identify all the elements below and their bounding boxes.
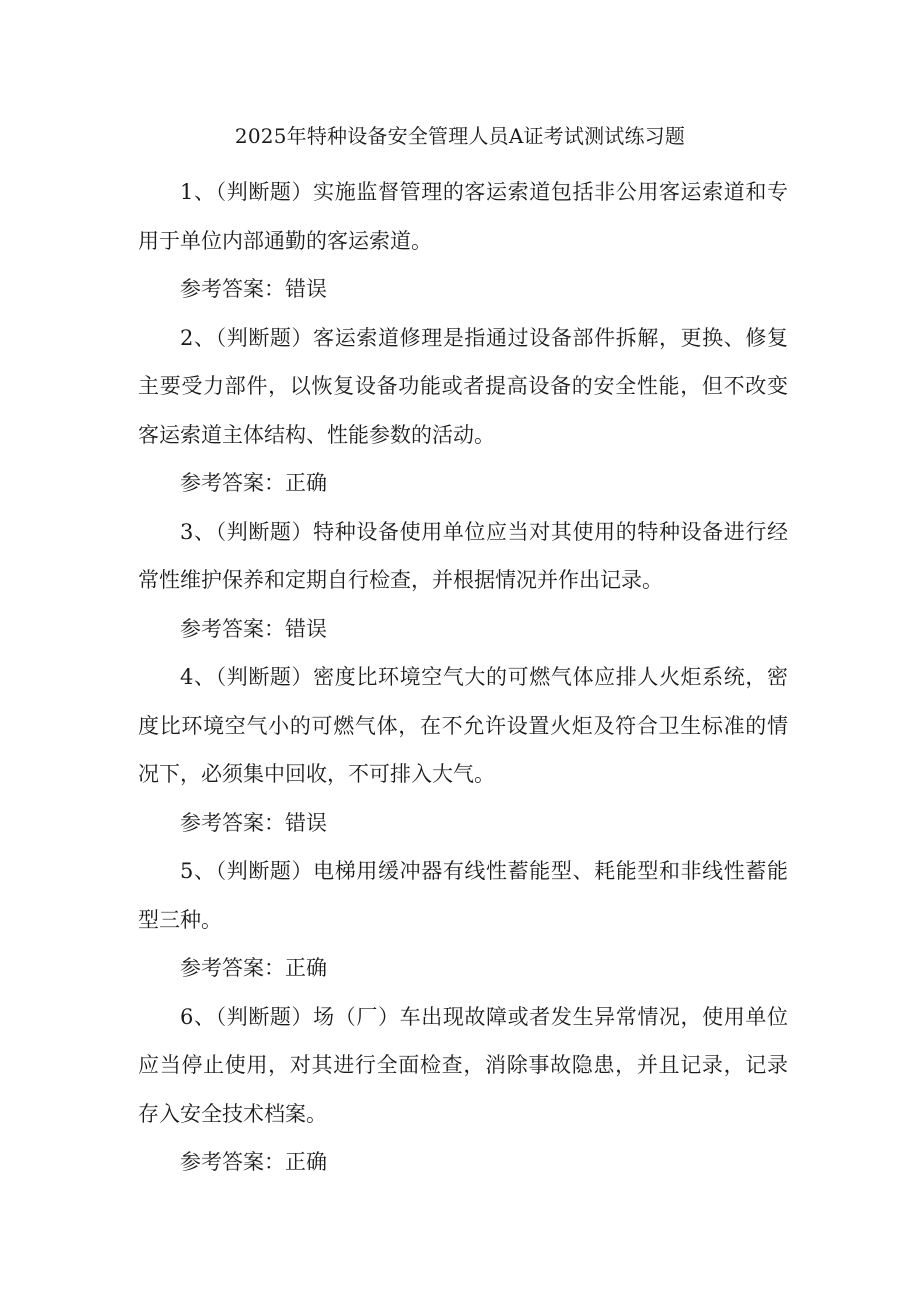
answer-value: 错误 bbox=[285, 810, 327, 835]
question-item bbox=[138, 508, 788, 605]
answer-label: 参考答案： bbox=[180, 616, 285, 641]
question-list bbox=[138, 168, 788, 1187]
question-item bbox=[138, 168, 788, 265]
question-text: 密度比环境空气大的可燃气体应排人火炬系统，密度比环境空气小的可燃气体，在不允许设置火炬及符合卫生标准的情况下，必须集中回收，不可排入大气。 bbox=[138, 665, 788, 786]
answer-line bbox=[138, 1138, 788, 1187]
question-type: （判断题） bbox=[215, 519, 314, 544]
question-number: 4、 bbox=[180, 665, 216, 689]
question-item bbox=[138, 847, 788, 944]
answer-line bbox=[138, 265, 788, 314]
question-text: 场（厂）车出现故障或者发生异常情况，使用单位应当停止使用，对其进行全面检查，消除事故隐患，并且记录，记录存入安全技术档案。 bbox=[138, 1004, 788, 1126]
question-number: 3、 bbox=[180, 519, 216, 544]
question-text: 客运索道修理是指通过设备部件拆解，更换、修复主要受力部件，以恢复设备功能或者提高设备的安全性能，但不改变客运索道主体结构、性能参数的活动。 bbox=[138, 325, 788, 447]
answer-label: 参考答案： bbox=[180, 956, 285, 980]
answer-line bbox=[138, 944, 788, 993]
question-type: （判断题） bbox=[215, 180, 314, 204]
question-text: 电梯用缓冲器有线性蓄能型、耗能型和非线性蓄能型三种。 bbox=[138, 859, 788, 932]
question-number: 6、 bbox=[180, 1004, 216, 1029]
question-item bbox=[138, 314, 788, 460]
document-title: 2025年特种设备安全管理人员A证考试测试练习题 bbox=[234, 124, 686, 148]
question-item bbox=[138, 653, 788, 799]
question-text: 实施监督管理的客运索道包括非公用客运索道和专用于单位内部通勤的客运索道。 bbox=[138, 180, 788, 253]
question-type: （判断题） bbox=[215, 1004, 314, 1029]
question-type: （判断题） bbox=[215, 859, 314, 883]
answer-value: 正确 bbox=[285, 471, 327, 495]
answer-value: 正确 bbox=[285, 956, 327, 980]
answer-line bbox=[138, 605, 788, 654]
answer-value: 正确 bbox=[285, 1150, 327, 1174]
answer-value: 错误 bbox=[285, 616, 327, 641]
question-number: 2、 bbox=[180, 325, 216, 350]
question-type: （判断题） bbox=[215, 665, 314, 689]
answer-label: 参考答案： bbox=[180, 810, 285, 835]
question-text: 特种设备使用单位应当对其使用的特种设备进行经常性维护保养和定期自行检查，并根据情况并作出记录。 bbox=[138, 519, 788, 592]
answer-label: 参考答案： bbox=[180, 1150, 285, 1174]
question-type: （判断题） bbox=[215, 325, 314, 350]
question-item bbox=[138, 993, 788, 1139]
answer-line bbox=[138, 799, 788, 848]
answer-line bbox=[138, 459, 788, 508]
answer-label: 参考答案： bbox=[180, 471, 285, 495]
answer-value: 错误 bbox=[285, 277, 327, 301]
question-number: 5、 bbox=[180, 859, 216, 883]
question-number: 1、 bbox=[180, 180, 216, 204]
answer-label: 参考答案： bbox=[180, 277, 285, 301]
